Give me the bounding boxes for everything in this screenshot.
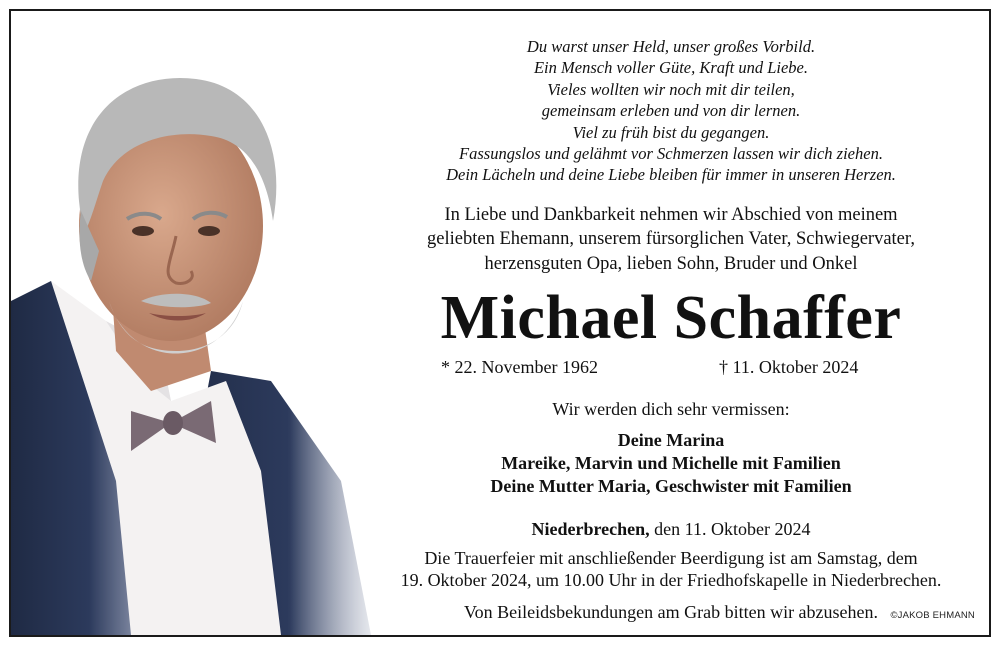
obituary-frame — [9, 9, 991, 637]
poem-line: Fassungslos und gelähmt vor Schmerzen lassen wir dich ziehen. — [459, 144, 883, 164]
poem-line: gemeinsam erleben und von dir lernen. — [541, 101, 801, 121]
mourner-line: Deine Marina — [617, 430, 725, 451]
birth-date: * 22. November 1962 — [441, 357, 598, 378]
condolence-note: Von Beileidsbekundungen am Grab bitten wir abzusehen. — [463, 602, 879, 623]
poem-line: Dein Lächeln und deine Liebe bleiben für immer in unseren Herzen. — [446, 165, 896, 185]
life-dates — [383, 354, 959, 380]
death-date: † 11. Oktober 2024 — [719, 357, 859, 378]
deceased-name: Michael Schaffer — [440, 284, 902, 353]
portrait-photo — [11, 51, 383, 635]
poem-line: Ein Mensch voller Güte, Kraft und Liebe. — [533, 58, 809, 78]
date: den 11. Oktober 2024 — [649, 519, 811, 540]
intro-line: herzensguten Opa, lieben Sohn, Bruder und Onkel — [484, 253, 858, 274]
place: Niederbrechen, — [531, 519, 650, 540]
ceremony-line: 19. Oktober 2024, um 10.00 Uhr in der Friedhofskapelle in Niederbrechen. — [400, 570, 942, 591]
poem-line: Viel zu früh bist du gegangen. — [572, 122, 770, 142]
photo-credit: ©JAKOB EHMANN — [890, 610, 975, 621]
poem-line: Vieles wollten wir noch mit dir teilen, — [547, 79, 795, 99]
poem-line: Du warst unser Held, unser großes Vorbild. — [526, 37, 816, 56]
intro-line: In Liebe und Dankbarkeit nehmen wir Abschied von meinem — [444, 204, 898, 225]
mourners — [383, 429, 959, 498]
ceremony-info — [383, 547, 959, 591]
obituary-text — [383, 11, 959, 624]
miss-line: Wir werden dich sehr vermissen: — [552, 399, 790, 420]
mourner-line: Mareike, Marvin und Michelle mit Familien — [501, 453, 841, 474]
intro-line: geliebten Ehemann, unserem fürsorglichen Vater, Schwiegervater, — [427, 229, 915, 250]
place-and-date — [383, 517, 959, 541]
poem — [383, 36, 959, 186]
farewell-intro — [383, 203, 959, 277]
ceremony-line: Die Trauerfeier mit anschließender Beerdigung ist am Samstag, dem — [424, 548, 918, 569]
mourner-line: Deine Mutter Maria, Geschwister mit Familien — [490, 476, 852, 497]
